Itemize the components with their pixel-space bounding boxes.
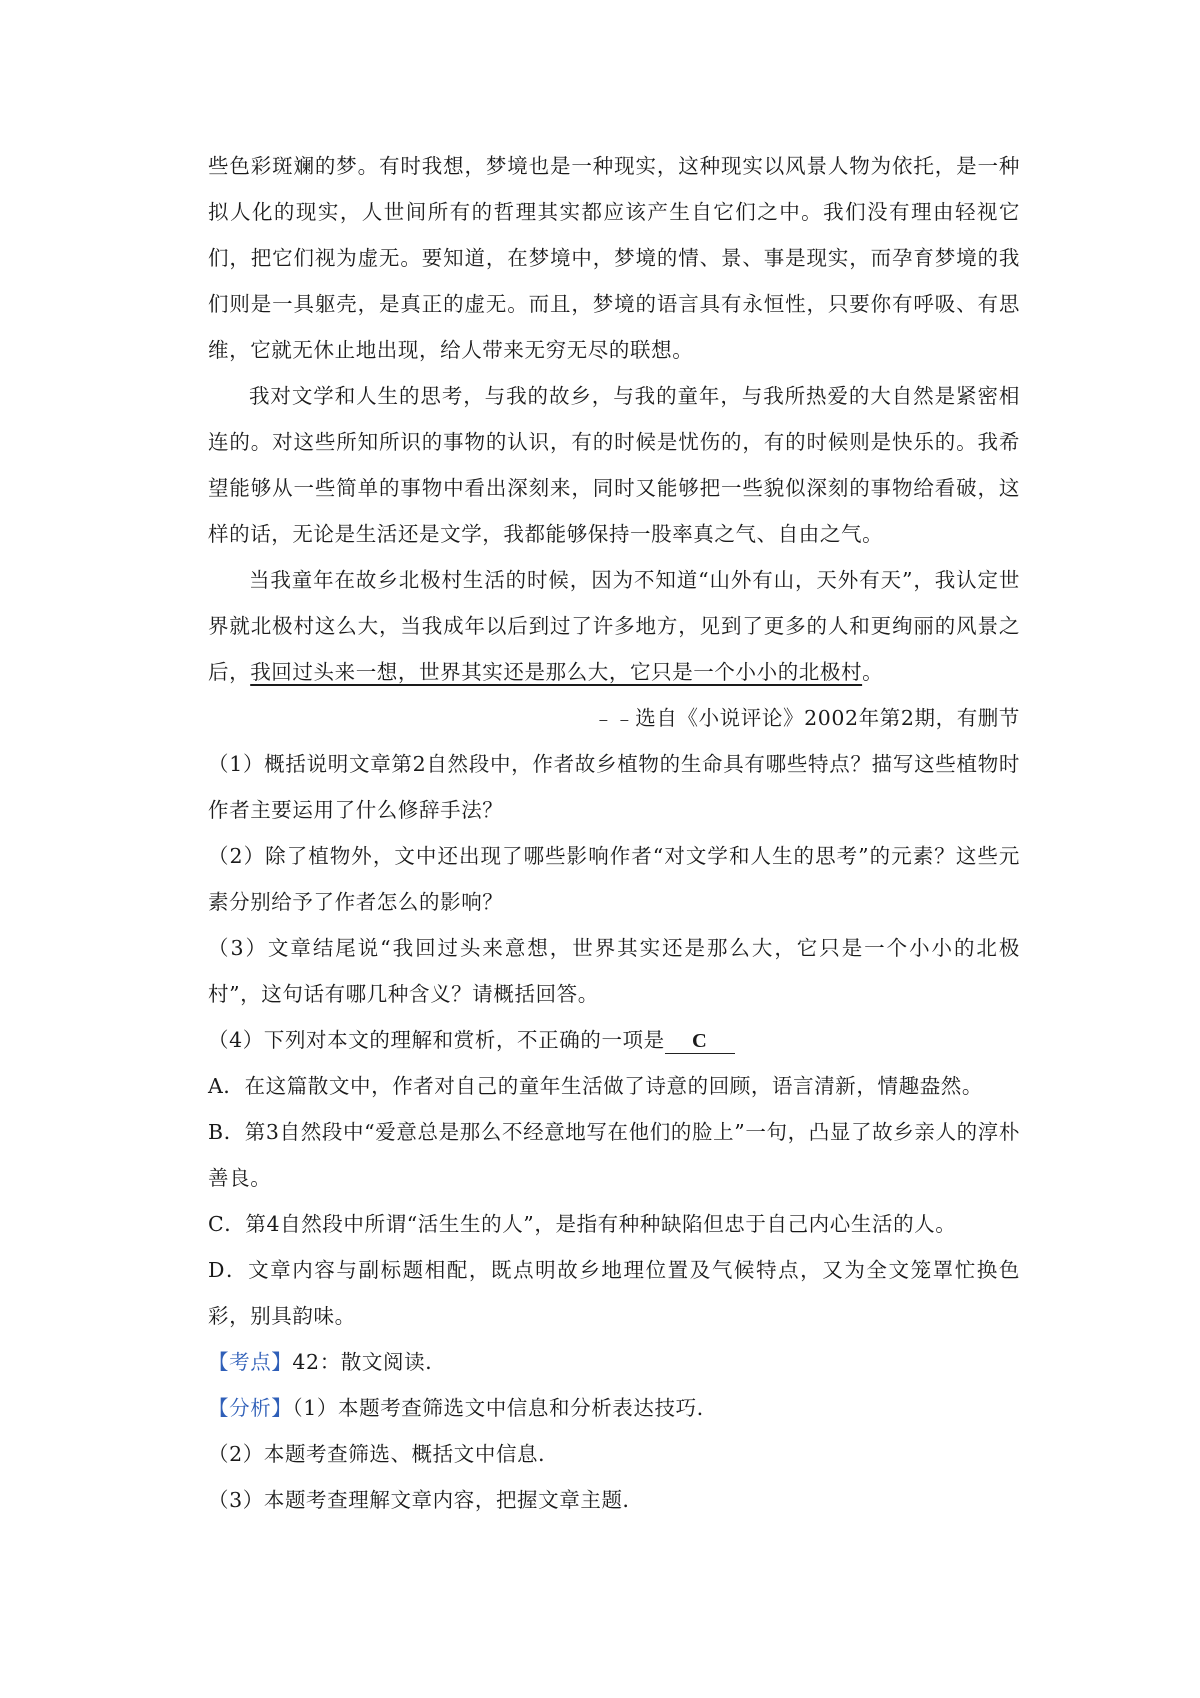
answer-blank: C bbox=[665, 1029, 735, 1054]
passage-paragraph-2: 我对文学和人生的思考，与我的故乡，与我的童年，与我所热爱的大自然是紧密相连的。对这些所知所识的事物的认识，有的时候是忧伤的，有的时候则是快乐的。我希望能够从一些简单的事物中看出深刻来，同时又能够把一些貌似深刻的事物给看破，这样的话，无论是生活还是文学，我都能够保持一股率真之气、自由之气。 bbox=[208, 384, 1020, 546]
fenxi-tag: 【分析】 bbox=[208, 1396, 293, 1420]
question-4-text: （4）下列对本文的理解和赏析，不正确的一项是 bbox=[208, 1028, 665, 1052]
fenxi-item-2: （2）本题考查筛选、概括文中信息． bbox=[208, 1442, 560, 1466]
question-1: （1）概括说明文章第2自然段中，作者故乡植物的生命具有哪些特点？描写这些植物时作者主要运用了什么修辞手法？ bbox=[208, 752, 1020, 822]
kaodian-line bbox=[208, 1339, 1020, 1385]
question-4 bbox=[208, 1017, 1020, 1063]
passage-paragraph-1: 些色彩斑斓的梦。有时我想，梦境也是一种现实，这种现实以风景人物为依托，是一种拟人化的现实，人世间所有的哲理其实都应该产生自它们之中。我们没有理由轻视它们，把它们视为虚无。要知道，在梦境中，梦境的情、景、事是现实，而孕育梦境的我们则是一具躯壳，是真正的虚无。而且，梦境的语言具有永恒性，只要你有呼吸、有思维，它就无休止地出现，给人带来无穷无尽的联想。 bbox=[208, 154, 1020, 362]
paragraph-3-text: 当我童年在故乡北极村生活的时候，因为不知道“山外有山，天外有天”，我认定世界就北极村这么大，当我成年以后到过了许多地方，见到了更多的人和更绚丽的风景之后， bbox=[208, 568, 1020, 684]
underlined-sentence: 我回过头来一想，世界其实还是那么大，它只是一个小小的北极村 bbox=[250, 660, 863, 684]
source-citation: ﹣﹣选自《小说评论》2002年第2期，有删节 bbox=[593, 706, 1020, 730]
passage-paragraph-3 bbox=[208, 557, 1020, 695]
kaodian-tag: 【考点】 bbox=[208, 1350, 293, 1374]
kaodian-text: 42：散文阅读． bbox=[292, 1350, 447, 1374]
option-d: D．文章内容与副标题相配，既点明故乡地理位置及气候特点，又为全文笼罩忙换色彩，别具韵味。 bbox=[208, 1258, 1020, 1328]
option-b: B．第3自然段中“爱意总是那么不经意地写在他们的脸上”一句，凸显了故乡亲人的淳朴善良。 bbox=[208, 1120, 1020, 1190]
paragraph-3-end: 。 bbox=[862, 660, 884, 684]
option-c: C．第4自然段中所谓“活生生的人”，是指有种种缺陷但忠于自己内心生活的人。 bbox=[208, 1212, 957, 1236]
fenxi-item-1: （1）本题考查筛选文中信息和分析表达技巧． bbox=[292, 1396, 718, 1420]
question-3: （3）文章结尾说“我回过头来意想，世界其实还是那么大，它只是一个小小的北极村”，这句话有哪几种含义？请概括回答。 bbox=[208, 936, 1020, 1006]
page-content bbox=[208, 143, 1020, 1523]
option-a: A．在这篇散文中，作者对自己的童年生活做了诗意的回顾，语言清新，情趣盎然。 bbox=[208, 1074, 984, 1098]
question-2: （2）除了植物外，文中还出现了哪些影响作者“对文学和人生的思考”的元素？这些元素分别给予了作者怎么的影响？ bbox=[208, 844, 1020, 914]
fenxi-line bbox=[208, 1385, 1020, 1431]
fenxi-item-3: （3）本题考查理解文章内容，把握文章主题． bbox=[208, 1488, 644, 1512]
